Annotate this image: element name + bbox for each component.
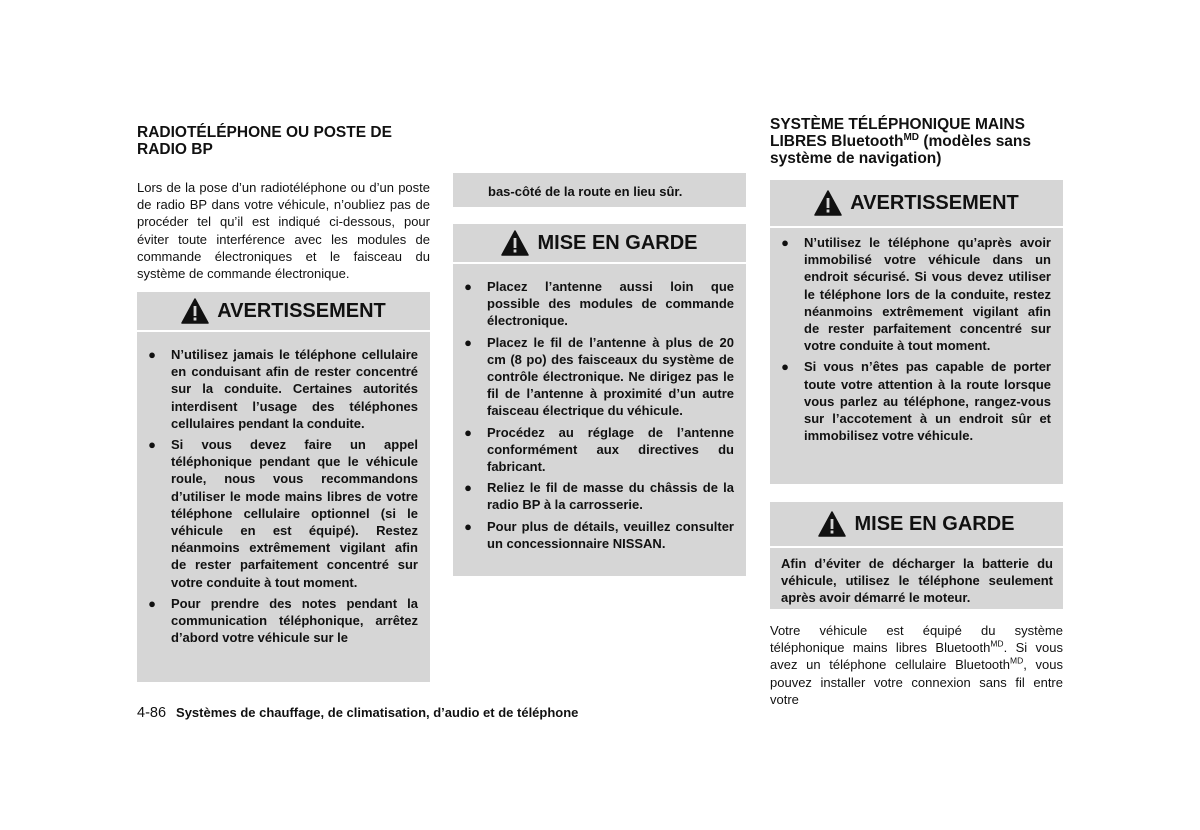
middle-caution-item-1: Placez l’antenne aussi loin que possible des modules de commande électronique.: [487, 279, 734, 329]
footer-section-title: Systèmes de chauffage, de climatisation, d’audio et de téléphone: [176, 705, 579, 720]
list-item: [137, 595, 430, 647]
right-warning-title-bar: [770, 180, 1063, 226]
right-body-paragraph: [770, 622, 1063, 708]
middle-caution-item-5: Pour plus de détails, veuillez consulter un concessionnaire NISSAN.: [487, 518, 734, 551]
right-section-heading: [770, 116, 1070, 167]
page-footer: [137, 705, 837, 721]
middle-continuation-text: bas-côté de la route en lieu sûr.: [488, 184, 683, 199]
warning-triangle-icon: [818, 511, 846, 537]
middle-caution-list: [453, 278, 746, 552]
left-warning-item-2: Si vous devez faire un appel téléphonique pendant que le véhicule roule, nous vous recommandons d’utiliser le mode mains libres de votre téléphone cellulaire optionnel (si le véhicule en est équipé). Restez néanmoins extrêmement vigilant afin de rester parfaitement concentré sur votre conduite à tout moment.: [171, 437, 418, 590]
right-caution-divider: [770, 546, 1063, 548]
left-warning-box: [137, 292, 430, 682]
right-warning-box: [770, 180, 1063, 484]
bullet-dot: ●: [464, 480, 472, 496]
right-heading-block: [770, 116, 1070, 167]
left-warning-list: [137, 346, 430, 646]
right-heading-line3: système de navigation): [770, 150, 942, 167]
left-warning-divider: [137, 330, 430, 332]
list-item: [453, 424, 746, 476]
right-body-part2: . Si vous avez un téléphone cellulaire Bluetooth: [770, 640, 1064, 673]
list-item: [770, 358, 1063, 444]
list-item: [453, 518, 746, 552]
right-heading-line2a: LIBRES Bluetooth: [770, 133, 904, 150]
bullet-dot: ●: [464, 424, 472, 440]
bullet-dot: ●: [781, 235, 789, 250]
right-warning-item-1: N’utilisez le téléphone qu’après avoir immobilisé votre véhicule dans un endroit sécurisé. Si vous devez utiliser le téléphone lors de la conduite, restez néanmoins extrêmement vigilant afin de rester parfaitement concentré sur votre conduite à tout moment.: [804, 235, 1051, 354]
bullet-dot: ●: [148, 595, 156, 611]
warning-triangle-icon: [501, 230, 529, 256]
list-item: [453, 278, 746, 330]
middle-continuation-box: [453, 173, 746, 207]
left-intro-paragraph: Lors de la pose d’un radiotéléphone ou d’un poste de radio BP dans votre véhicule, n’oubliez pas de procéder tel qu’il est indiqué ci-dessous, pour éviter toute interférence avec les modules de commande électroniques et le faisceau du système de commande électronique.: [137, 180, 430, 282]
left-warning-item-1: N’utilisez jamais le téléphone cellulaire en conduisant afin de rester concentré sur la conduite. Certaines autorités interdisent l’usage des téléphones cellulaires pendant la conduite.: [171, 347, 418, 431]
middle-caution-item-4: Reliez le fil de masse du châssis de la radio BP à la carrosserie.: [487, 480, 734, 513]
right-body-sup2: MD: [1010, 656, 1024, 667]
middle-caution-title: MISE EN GARDE: [537, 231, 698, 254]
right-body-part1: Votre véhicule est équipé du système téléphonique mains libres Bluetooth: [770, 623, 1063, 656]
right-warning-item-2: Si vous n’êtes pas capable de porter toute votre attention à la route lorsque vous parlez au téléphone, rangez-vous sur l’accotement à un endroit sûr et immobilisez votre véhicule.: [804, 359, 1051, 444]
warning-triangle-icon: [181, 298, 209, 324]
list-item: [453, 334, 746, 420]
left-warning-title: AVERTISSEMENT: [217, 299, 386, 322]
bullet-dot: ●: [148, 437, 156, 453]
right-caution-box: [770, 502, 1063, 609]
right-caution-title: MISE EN GARDE: [854, 512, 1015, 535]
bullet-dot: ●: [464, 518, 472, 534]
middle-caution-divider: [453, 262, 746, 264]
middle-caution-item-2: Placez le fil de l’antenne à plus de 20 cm (8 po) des faisceaux du système de contrôle électronique. Ne dirigez pas le fil de l’antenne à proximité d’un autre faisceau électrique du véhicule.: [487, 334, 734, 419]
middle-caution-box: [453, 224, 746, 576]
bullet-dot: ●: [464, 279, 472, 294]
warning-triangle-icon: [814, 190, 842, 216]
list-item: [137, 436, 430, 591]
right-body-block: [770, 622, 1063, 708]
right-warning-divider: [770, 226, 1063, 228]
right-caution-title-bar: [770, 502, 1063, 546]
left-warning-title-bar: [137, 292, 430, 330]
list-item: [770, 234, 1063, 354]
left-warning-item-3: Pour prendre des notes pendant la communication téléphonique, arrêtez d’abord votre véhicule sur le: [171, 595, 418, 646]
page-number: 4-86: [137, 705, 167, 721]
left-heading-line2: RADIO BP: [137, 141, 213, 158]
bullet-dot: ●: [464, 334, 472, 350]
right-heading-sup: MD: [903, 131, 920, 143]
left-section-heading: [137, 124, 430, 158]
bullet-dot: ●: [148, 347, 156, 362]
list-item: [453, 479, 746, 513]
middle-caution-item-3: Procédez au réglage de l’antenne conformément aux directives du fabricant.: [487, 424, 734, 475]
left-column: [137, 124, 430, 282]
right-body-sup1: MD: [990, 638, 1004, 649]
right-heading-line2b: (modèles sans: [919, 133, 1032, 150]
middle-caution-title-bar: [453, 224, 746, 262]
right-caution-text: Afin d’éviter de décharger la batterie du véhicule, utilisez le téléphone seulement après avoir démarré le moteur.: [781, 556, 1053, 606]
right-body-part3: , vous pouvez installer votre connexion sans fil entre votre: [770, 657, 1063, 707]
left-heading-line1: RADIOTÉLÉPHONE OU POSTE DE: [137, 124, 392, 141]
right-heading-line1: SYSTÈME TÉLÉPHONIQUE MAINS: [770, 116, 1025, 133]
right-warning-list: [770, 234, 1063, 444]
right-warning-title: AVERTISSEMENT: [850, 191, 1019, 214]
bullet-dot: ●: [781, 359, 789, 375]
list-item: [137, 346, 430, 432]
